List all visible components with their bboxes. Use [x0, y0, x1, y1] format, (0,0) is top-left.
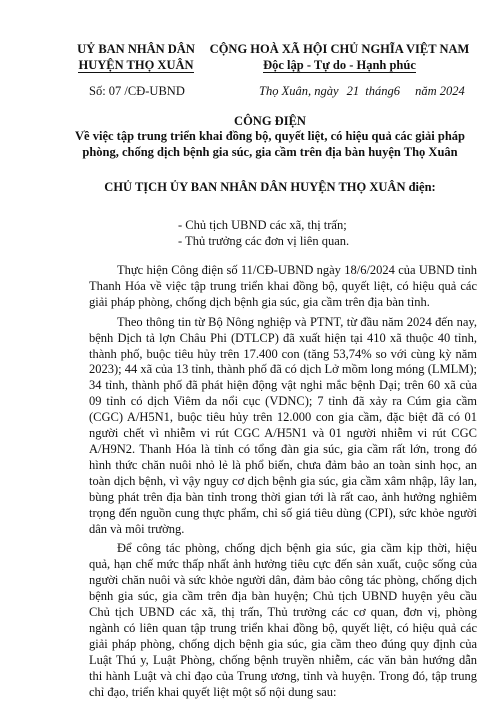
document-type-title: CÔNG ĐIỆN: [234, 114, 306, 128]
body-paragraph: Thực hiện Công điện số 11/CĐ-UBND ngày 18/6/2024 của UBND tỉnh Thanh Hóa về việc tập trung triển khai đồng bộ, quyết liệt, có hiệu quả các giải pháp phòng, chống dịch bệnh gia súc, gia cầm trên địa bàn tỉnh.: [89, 263, 477, 309]
issuing-agency: [74, 41, 198, 73]
recipient-item: - Thủ trưởng các đơn vị liên quan.: [178, 234, 350, 248]
issue-date: [259, 83, 465, 99]
recipient-item: - Chủ tịch UBND các xã, thị trấn;: [178, 218, 347, 232]
agency-line-2: HUYỆN THỌ XUÂN: [78, 58, 194, 72]
body-paragraph: Theo thông tin từ Bộ Nông nghiệp và PTNT, từ đầu năm 2024 đến nay, bệnh Dịch tả lợn Châu Phi (DTLCP) đã xuất hiện tại 410 xã thuộc 40 tỉnh, thành phố, buộc tiêu hủy trên 17.400 con (tăng 53,74% so với cùng kỳ năm 2023); 44 xã của 13 tỉnh, thành phố đã có dịch Lở mồm long móng (LMLM); 34 tỉnh, thành phố đã phát hiện động vật nghi mắc bệnh Dại; trên 60 xã của 09 tỉnh có dịch Viêm da nổi cục (VDNC); 7 tỉnh đã xảy ra Cúm gia cầm (CGC) A/H5N1, buộc tiêu hủy trên 12.000 con gia cầm, đặc biệt đã có 01 người chết vì nhiễm vi rút CGC A/H5N1 và 01 người nhiễm vi rút CGC A/H9N2. Thanh Hóa là tỉnh có tổng đàn gia súc, gia cầm rất lớn, trong đó hình thức chăn nuôi nhỏ lẻ là phổ biến, chưa đảm bảo an toàn sinh học, an toàn dịch bệnh, vì vậy nguy cơ dịch bệnh gia súc, gia cầm xâm nhập, lây lan, bùng phát trên địa bàn tỉnh trong thời gian tới là rất cao, ảnh hưởng nghiêm trọng đến nguồn cung thực phẩm, chỉ số giá tiêu dùng (CPI), sức khỏe người dân và môi trường.: [89, 314, 477, 536]
sender-line: CHỦ TỊCH ỦY BAN NHÂN DÂN HUYỆN THỌ XUÂN điện:: [104, 180, 436, 194]
nation-line-2: Độc lập - Tự do - Hạnh phúc: [263, 58, 416, 72]
date-month-word: tháng: [365, 84, 394, 98]
nation-line-1: CỘNG HOÀ XÃ HỘI CHỦ NGHĨA VIỆT NAM: [209, 42, 470, 56]
date-month: 6: [393, 84, 400, 98]
date-day: 21: [346, 84, 360, 98]
date-place: Thọ Xuân, ngày: [259, 84, 339, 98]
subject-line-1: Về việc tập trung triển khai đồng bộ, quyết liệt, có hiệu quả các giải pháp: [75, 129, 465, 143]
national-motto: [203, 41, 476, 73]
document-number: Số: 07 /CĐ-UBND: [89, 84, 185, 98]
document-body: [89, 263, 477, 704]
date-year: năm 2024: [415, 84, 465, 98]
agency-line-1: UỶ BAN NHÂN DÂN: [77, 42, 195, 56]
body-paragraph: Để công tác phòng, chống dịch bệnh gia súc, gia cầm kịp thời, hiệu quả, hạn chế mức thấp nhất ảnh hưởng tiêu cực đến sản xuất, cuộc sống của người chăn nuôi và sức khỏe người dân, đảm bảo công tác phòng, chống dịch bệnh gia súc, gia cầm trên địa bàn huyện; Chủ tịch UBND huyện yêu cầu Chủ tịch UBND các xã, thị trấn, Thủ trưởng các cơ quan, đơn vị, phòng ngành có liên quan tập trung triển khai đồng bộ, quyết liệt, có hiệu quả các giải pháp phòng, chống dịch bệnh gia súc, gia cầm theo đúng quy định của Luật Thú y, Luật Phòng, chống bệnh truyền nhiễm, các văn bản hướng dẫn thi hành Luật và chỉ đạo của Trung ương, tỉnh và huyện. Trong đó, tập trung chỉ đạo, triển khai quyết liệt một số nội dung sau:: [89, 541, 477, 699]
subject-line-2: phòng, chống dịch bệnh gia súc, gia cầm trên địa bàn huyện Thọ Xuân: [82, 145, 458, 159]
